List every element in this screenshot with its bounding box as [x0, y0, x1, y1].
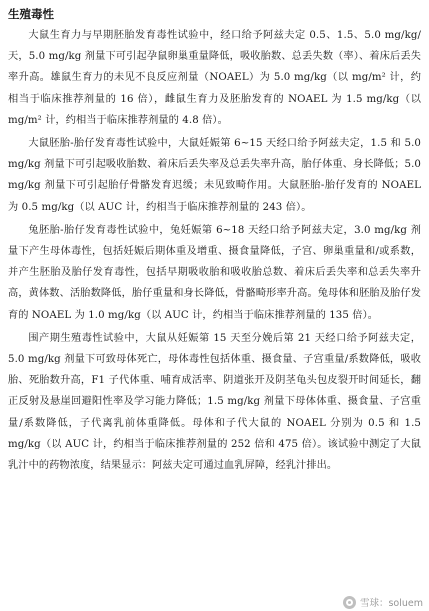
paragraph-perinatal-study: 围产期生殖毒性试验中，大鼠从妊娠第 15 天至分娩后第 21 天经口给予阿兹夫定，5.0 mg/kg 剂量下可致母体死亡，母体毒性包括体重、摄食量、子宫重量/系数降低，吸收胎、死胎数升高，F1 子代体重、哺育成活率、阴道张开及阴茎龟头包皮裂开时间延长，翻正反射及悬崖回避阳性率及学习能力降低；1.5 mg/kg 剂量下母体体重、摄食量、子宫重量/系数降低，子代离乳前体重降低。母体和子代大鼠的 NOAEL 分别为 0.5 和 1.5 mg/kg（以 AUC 计，约相当于临床推荐剂量的 252 倍和 475 倍）。该试验中测定了大鼠乳汁中的药物浓度，结果显示：阿兹夫定可通过血乳屏障，经乳汁排出。 [8, 332, 421, 472]
paragraph-rabbit-embryo-fetal-study: 兔胚胎-胎仔发育毒性试验中，兔妊娠第 6~18 天经口给予阿兹夫定，3.0 mg/kg 剂量下产生母体毒性，包括妊娠后期体重及增重、摄食量降低，子宫、卵巢重量和/或系数，并产生胚胎及胎仔发育毒性，包括早期吸收胎和吸收胎总数、着床后丢失率和总丢失率升高，黄体数、活胎数降低，胎仔重量和身长降低，骨骼畸形率升高。兔母体和胚胎及胎仔发育的 NOAEL 为 1.0 mg/kg（以 AUC 计，约相当于临床推荐剂量的 135 倍）。 [8, 224, 421, 321]
watermark-text: 雪球：soluem [359, 598, 423, 609]
snowball-icon [343, 596, 356, 609]
section-heading: 生殖毒性 [8, 7, 54, 21]
paragraph-fertility-study: 大鼠生育力与早期胚胎发育毒性试验中，经口给予阿兹夫定 0.5、1.5、5.0 mg/kg/天，5.0 mg/kg 剂量下可引起孕鼠卵巢重量降低，吸收胎数、总丢失数（率）、着床后丢失率升高。雄鼠生育力的未见不良反应剂量（NOAEL）为 5.0 mg/kg（以 mg/m² 计，约相当于临床推荐剂量的 16 倍），雌鼠生育力及胚胎发育的 NOAEL 为 1.5 mg/kg（以 mg/m² 计，约相当于临床推荐剂量的 4.8 倍）。 [8, 30, 421, 126]
watermark [343, 595, 423, 609]
paragraph-rat-embryo-fetal-study: 大鼠胚胎-胎仔发育毒性试验中，大鼠妊娠第 6~15 天经口给予阿兹夫定，1.5 和 5.0 mg/kg 剂量下可引起吸收胎数、着床后丢失率及总丢失率升高，胎仔体重、身长降低；5.0 mg/kg 剂量下可引起胎仔骨骼发育迟缓；未见致畸作用。大鼠胚胎-胎仔发育的 NOAEL 为 0.5 mg/kg（以 AUC 计，约相当于临床推荐剂量的 243 倍）。 [8, 138, 421, 213]
